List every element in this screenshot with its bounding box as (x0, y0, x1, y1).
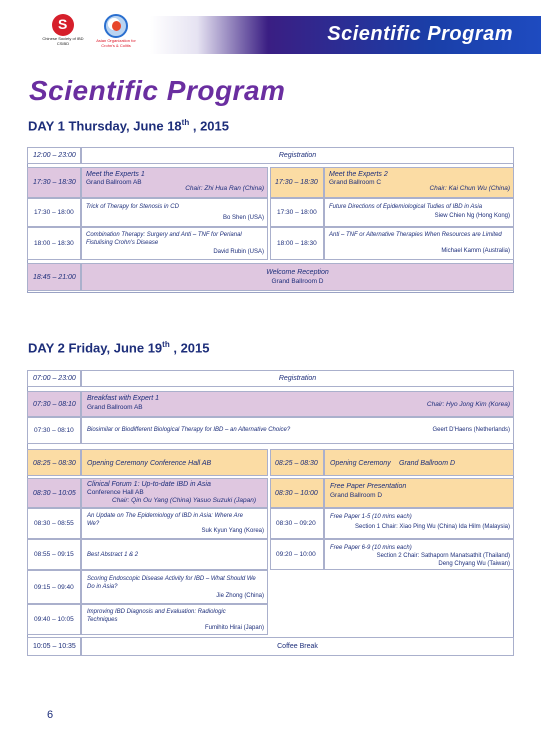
forum-time: 08:30 – 10:05 (33, 490, 76, 497)
aocc-logo-icon: Asian Organization for Crohn's & Colitis (96, 14, 136, 54)
talk-time: 09:40 – 10:05 (34, 616, 74, 623)
talk-title: Anti – TNF or Alternative Therapies When Resources are Limited (329, 232, 502, 238)
talk-row (81, 417, 514, 444)
breakfast-time: 07:30 – 08:10 (33, 401, 76, 408)
reception-room: Grand Ballroom D (271, 278, 324, 285)
talk-row (81, 604, 268, 635)
reception-title: Welcome Reception (266, 269, 329, 276)
coffee-label: Coffee Break (277, 643, 318, 650)
opening-right-title: Opening Ceremony (330, 460, 391, 467)
talk-time: 09:15 – 09:40 (34, 584, 74, 591)
day1-right-session-chair: Chair: Kai Chun Wu (China) (429, 185, 510, 192)
coffee-time: 10:05 – 10:35 (33, 643, 76, 650)
talk-row (324, 227, 514, 260)
forum-chair: Chair: Qin Ou Yang (China) Yasuo Suzuki (Japan) (112, 497, 257, 504)
opening-left-time: 08:25 – 08:30 (33, 460, 76, 467)
breakfast-chair: Chair: Hyo Jong Kim (Korea) (426, 401, 510, 408)
free-paper-room: Grand Ballroom D (330, 492, 383, 499)
day1-left-session-title: Meet the Experts 1 (86, 171, 145, 178)
talk-row (324, 198, 514, 227)
free-paper-session (324, 478, 514, 508)
page-header (0, 0, 541, 60)
talk-speaker: Suk Kyun Yang (Korea) (201, 528, 264, 534)
free-paper-time: 08:30 – 10:00 (275, 490, 318, 497)
header-title: Scientific Program (327, 23, 513, 45)
talk-title: Biosimilar or Biodifferent Biological Therapy for IBD – an Alternative Choice? (87, 427, 291, 433)
csibd-logo-icon: S Chinese Society of IBD CSIBD (38, 14, 88, 54)
talk-title: Scoring Endoscopic Disease Activity for IBD – What Should We Do in Asia? (87, 576, 256, 590)
day1-right-session-room: Grand Ballroom C (329, 179, 382, 186)
talk-speaker: Fumihito Hirai (Japan) (204, 625, 264, 631)
day1-left-session-chair: Chair: Zhi Hua Ran (China) (185, 185, 264, 192)
page-title: Scientific Program (29, 75, 286, 106)
breakfast-session (81, 391, 514, 417)
talk-title: An Update on The Epidemiology of IBD in Asia: Where Are We? (87, 513, 243, 527)
talk-title: Free Paper 6-9 (10 mins each) (330, 545, 412, 551)
welcome-reception (81, 263, 514, 291)
talk-title: Trick of Therapy for Stenosis in CD (86, 204, 179, 210)
reception-time: 18:45 – 21:00 (33, 274, 76, 281)
talk-row (81, 539, 268, 570)
day2-registration-label: Registration (278, 375, 317, 382)
talk-chair: Section 1 Chair: Xiao Ping Wu (China) Ida Hilm (Malaysia) (355, 524, 510, 530)
talk-row (81, 198, 268, 227)
opening-left-title: Opening Ceremony (87, 460, 148, 467)
breakfast-title: Breakfast with Expert 1 (87, 395, 159, 402)
talk-time: 17:30 – 18:00 (34, 209, 74, 216)
talk-title: Best Abstract 1 & 2 (87, 552, 139, 558)
talk-time: 08:30 – 08:55 (34, 520, 74, 527)
talk-row (324, 508, 514, 539)
day2-registration-time: 07:00 – 23:00 (33, 375, 76, 382)
coffee-break (81, 637, 514, 656)
day1-registration-label: Registration (278, 152, 317, 159)
talk-title: Combination Therapy: Surgery and Anti – TNF for Perianal Fistulising Crohn's Disease (86, 232, 242, 246)
talk-chair-2: Deng Chyang Wu (Taiwan) (438, 561, 510, 567)
talk-time: 07:30 – 08:10 (34, 427, 74, 434)
talk-time: 18:00 – 18:30 (34, 240, 74, 247)
talk-time: 08:30 – 09:20 (276, 520, 316, 527)
day1-right-session-time: 17:30 – 18:30 (275, 179, 318, 186)
opening-right-time: 08:25 – 08:30 (275, 460, 318, 467)
day1-title: DAY 1 Thursday, June 18th , 2015 (28, 118, 229, 134)
day2-title: DAY 2 Friday, June 19th , 2015 (28, 340, 210, 356)
day1-right-session (324, 167, 514, 198)
forum-title: Clinical Forum 1: Up-to-date IBD in Asia (87, 481, 211, 488)
talk-title: Future Directions of Epidemiological Tudies of IBD in Asia (329, 204, 483, 210)
talk-speaker: David Rubin (USA) (213, 249, 264, 255)
day1-registration-time: 12:00 – 23:00 (33, 152, 76, 159)
talk-speaker: Jie Zhong (China) (216, 593, 264, 599)
talk-time: 09:20 – 10:00 (276, 551, 316, 558)
talk-title: Free Paper 1-5 (10 mins each) (330, 514, 412, 520)
day1-left-session (81, 167, 268, 198)
day1-left-session-time: 17:30 – 18:30 (33, 179, 76, 186)
header-banner (268, 16, 541, 54)
breakfast-room: Grand Ballroom AB (87, 404, 143, 411)
clinical-forum-session (81, 478, 268, 508)
page-number: 6 (47, 709, 54, 721)
talk-chair: Section 2 Chair: Sathaporn Manatsathit (Thailand) (376, 553, 510, 559)
talk-row (324, 539, 514, 570)
opening-right-room: Grand Ballroom D (399, 460, 456, 467)
opening-ceremony-left (81, 449, 268, 476)
opening-left-room: Conference Hall AB (150, 460, 212, 467)
talk-row (81, 570, 268, 604)
opening-ceremony-right (324, 449, 514, 476)
talk-speaker: Geert D'Haens (Netherlands) (432, 427, 510, 433)
talk-speaker: Bo Shen (USA) (222, 215, 264, 221)
talk-row (81, 227, 268, 260)
talk-time: 08:55 – 09:15 (34, 551, 74, 558)
talk-speaker: Siew Chien Ng (Hong Kong) (434, 213, 510, 219)
free-paper-title: Free Paper Presentation (330, 483, 407, 490)
talk-speaker: Michael Kamm (Australia) (441, 248, 510, 254)
talk-row (81, 508, 268, 539)
day1-left-session-room: Grand Ballroom AB (86, 179, 142, 186)
day1-right-session-title: Meet the Experts 2 (329, 171, 388, 178)
talk-title: Improving IBD Diagnosis and Evaluation: Radiologic Techniques (87, 609, 226, 623)
talk-time: 18:00 – 18:30 (277, 240, 317, 247)
forum-room: Conference Hall AB (87, 489, 144, 496)
talk-time: 17:30 – 18:00 (277, 209, 317, 216)
